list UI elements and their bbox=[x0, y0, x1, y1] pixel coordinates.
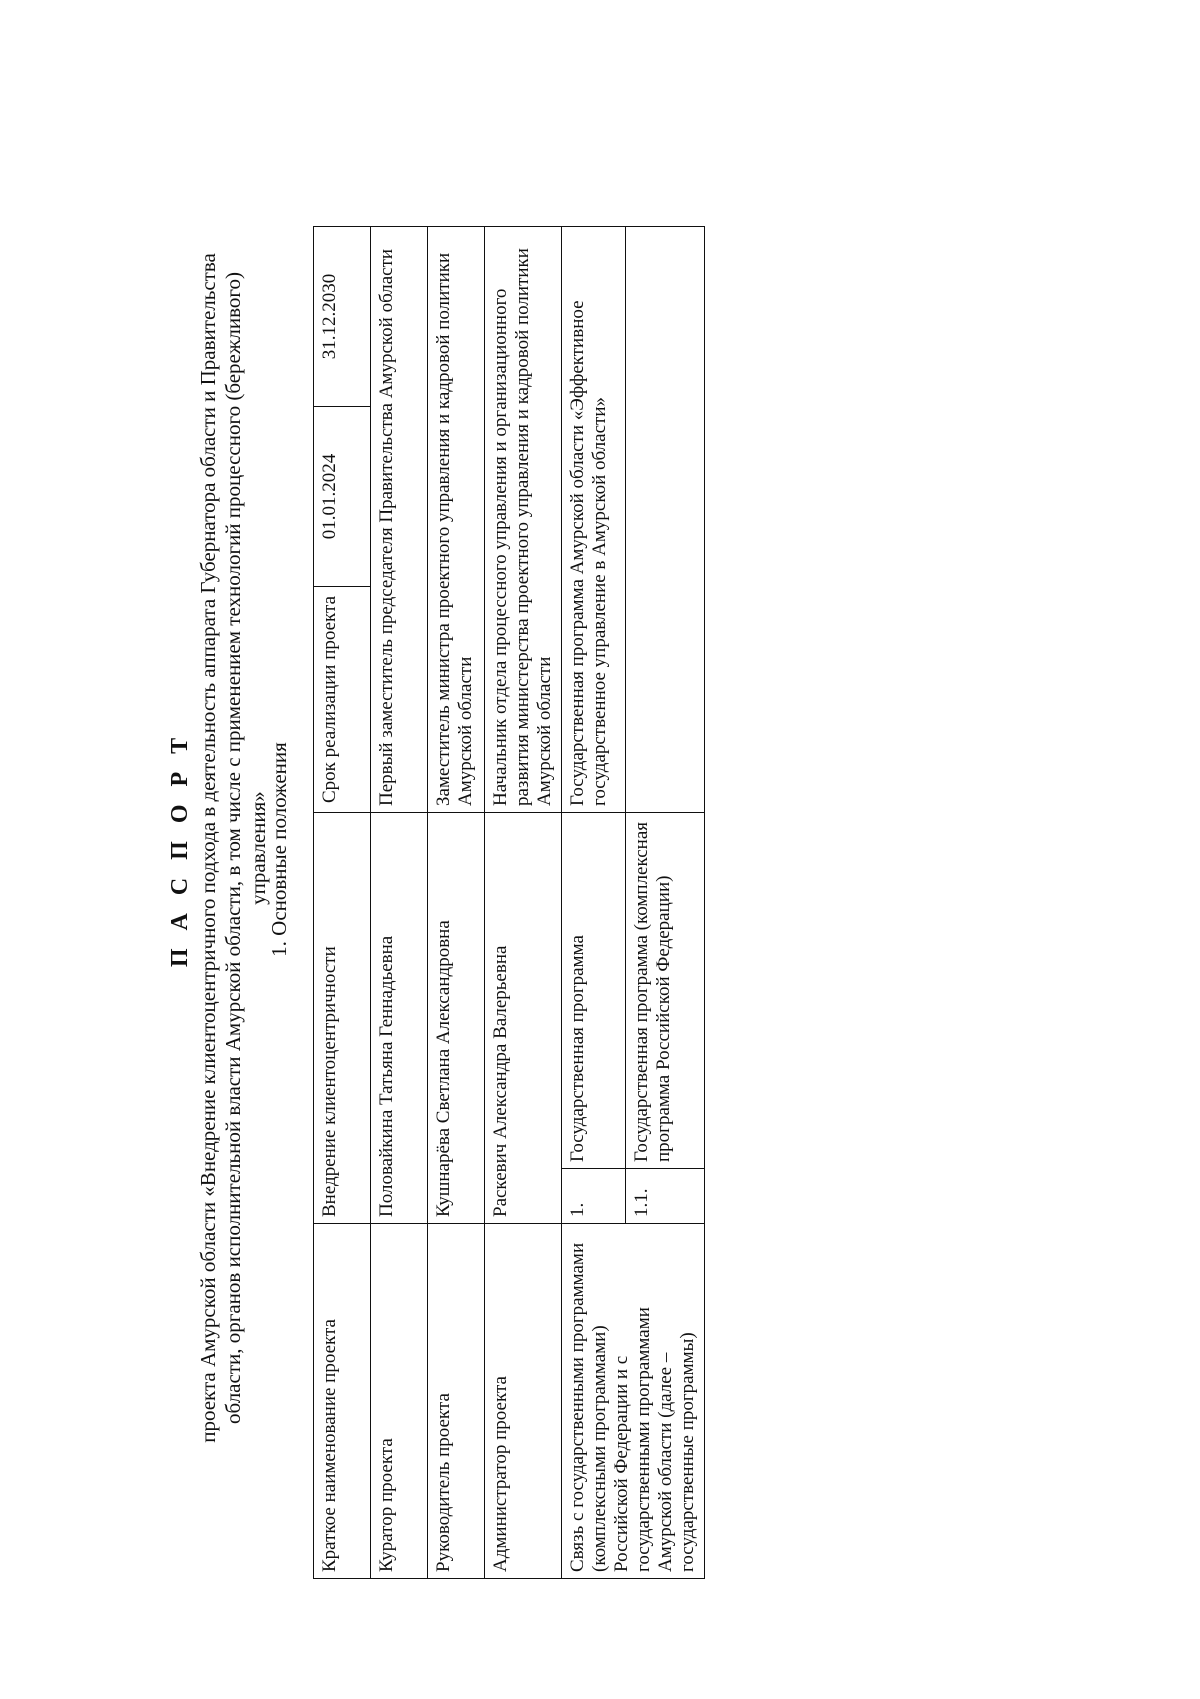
passport-table bbox=[313, 226, 705, 1579]
document-title: П А С П О Р Т bbox=[167, 731, 193, 968]
table-row bbox=[428, 227, 485, 1579]
row-label: Краткое наименование проекта bbox=[314, 1224, 371, 1579]
table-row bbox=[314, 227, 371, 1579]
start-date: 01.01.2024 bbox=[314, 407, 371, 587]
head-name: Кушнарёва Светлана Александровна bbox=[428, 813, 485, 1224]
curator-position: Первый заместитель председателя Правительства Амурской области bbox=[371, 227, 428, 813]
end-date: 31.12.2030 bbox=[314, 227, 371, 407]
table-row bbox=[371, 227, 428, 1579]
link-row-value: Государственная программа Амурской области «Эффективное государственное управление в Амурской области» bbox=[562, 227, 626, 813]
row-label: Администратор проекта bbox=[485, 1224, 562, 1579]
admin-name: Раскевич Александра Валерьевна bbox=[485, 813, 562, 1224]
link-row-type: Государственная программа (комплексная программа Российской Федерации) bbox=[625, 813, 704, 1169]
row-label: Связь с государственными программами (комплексными программами) Российской Федерации и с государственными программами Амурской области (далее – государственные программы) bbox=[562, 1224, 705, 1579]
link-row-type: Государственная программа bbox=[562, 813, 626, 1169]
row-label: Руководитель проекта bbox=[428, 1224, 485, 1579]
admin-position: Начальник отдела процессного управления и организационного развития министерства проектного управления и кадровой политики Амурской области bbox=[485, 227, 562, 813]
head-position: Заместитель министра проектного управления и кадровой политики Амурской области bbox=[428, 227, 485, 813]
document-subtitle: проекта Амурской области «Внедрение клиентоцентричного подхода в деятельность аппарата Губернатора области и Правительства области, органов исполнительной власти Амурской области, в том числе с применением технологий процессного (бережливого) управления» bbox=[196, 253, 270, 1443]
period-label: Срок реализации проекта bbox=[314, 587, 371, 813]
curator-name: Половайкина Татьяна Геннадьевна bbox=[371, 813, 428, 1224]
short-name-value: Внедрение клиентоцентричности bbox=[314, 813, 371, 1224]
link-row-number: 1. bbox=[562, 1169, 626, 1224]
link-row-value bbox=[625, 227, 704, 813]
link-row-number: 1.1. bbox=[625, 1169, 704, 1224]
section-heading: 1. Основные положения bbox=[267, 742, 291, 957]
table-row bbox=[562, 227, 626, 1579]
table-row bbox=[485, 227, 562, 1579]
row-label: Куратор проекта bbox=[371, 1224, 428, 1579]
